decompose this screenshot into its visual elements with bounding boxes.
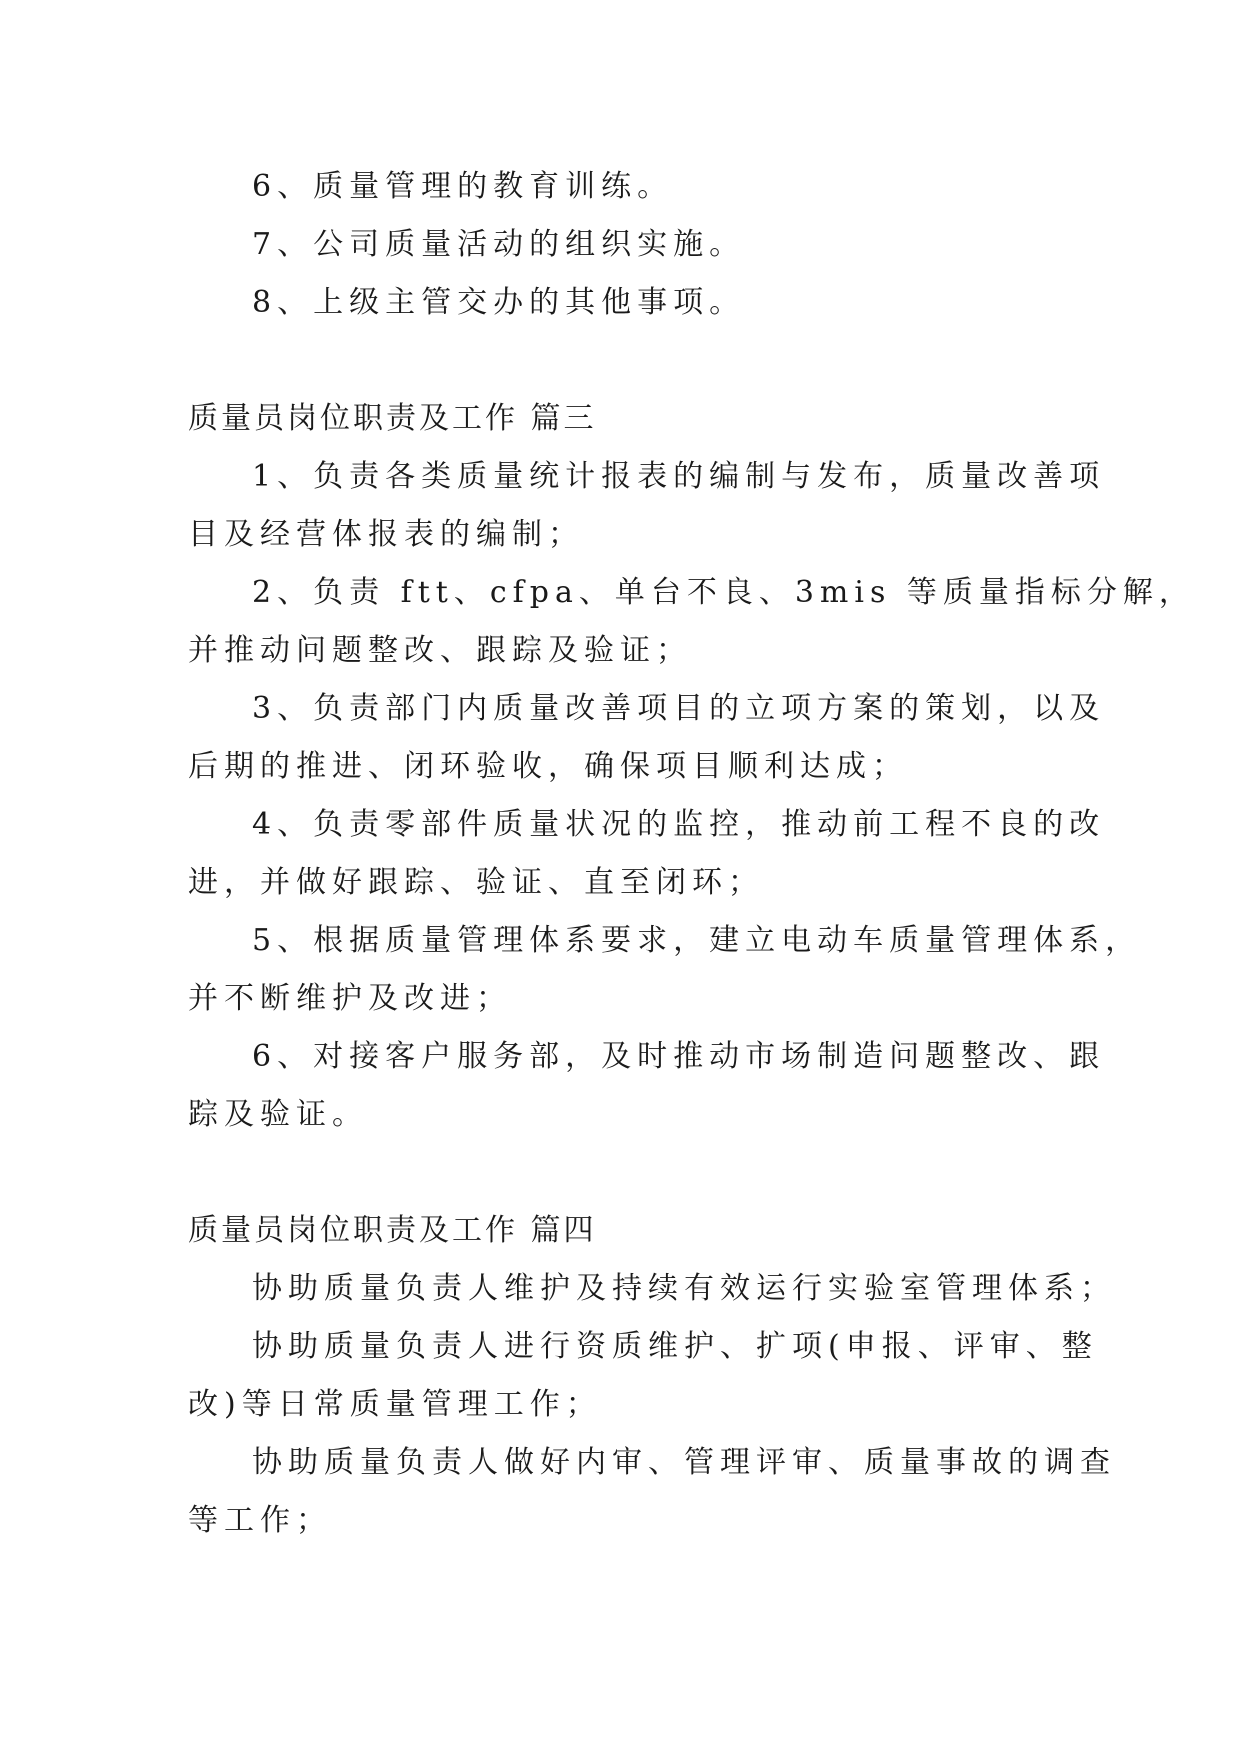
list-item: 4、负责零部件质量状况的监控，推动前工程不良的改 bbox=[252, 807, 1106, 842]
list-item-continuation: 后期的推进、闭环验收，确保项目顺利达成； bbox=[188, 749, 908, 784]
list-item-continuation: 进，并做好跟踪、验证、直至闭环； bbox=[188, 865, 764, 900]
list-item: 1、负责各类质量统计报表的编制与发布，质量改善项 bbox=[252, 459, 1106, 494]
list-item: 8、上级主管交办的其他事项。 bbox=[252, 285, 746, 320]
list-item-continuation: 目及经营体报表的编制； bbox=[188, 517, 584, 552]
section-spacer bbox=[188, 332, 1054, 390]
list-item: 2、负责 ftt、cfpa、单台不良、3mis 等质量指标分解， bbox=[252, 575, 1195, 610]
list-item-continuation: 并不断维护及改进； bbox=[188, 981, 512, 1016]
list-item: 协助质量负责人做好内审、管理评审、质量事故的调查 bbox=[252, 1445, 1116, 1480]
list-item: 5、根据质量管理体系要求，建立电动车质量管理体系， bbox=[252, 923, 1142, 958]
list-item: 6、质量管理的教育训练。 bbox=[252, 169, 674, 204]
list-item: 协助质量负责人进行资质维护、扩项(申报、评审、整 bbox=[252, 1329, 1098, 1364]
list-item-continuation: 踪及验证。 bbox=[188, 1097, 368, 1132]
section-spacer bbox=[188, 1144, 1054, 1202]
list-item: 6、对接客户服务部，及时推动市场制造问题整改、跟 bbox=[252, 1039, 1106, 1074]
section-four-heading: 质量员岗位职责及工作 篇四 bbox=[188, 1213, 597, 1248]
list-item-continuation: 改)等日常质量管理工作； bbox=[188, 1387, 602, 1422]
section-three-heading: 质量员岗位职责及工作 篇三 bbox=[188, 401, 597, 436]
list-item: 3、负责部门内质量改善项目的立项方案的策划，以及 bbox=[252, 691, 1106, 726]
list-item: 协助质量负责人维护及持续有效运行实验室管理体系； bbox=[252, 1271, 1116, 1306]
list-item: 7、公司质量活动的组织实施。 bbox=[252, 227, 746, 262]
list-item-continuation: 等工作； bbox=[188, 1503, 332, 1538]
list-item-continuation: 并推动问题整改、跟踪及验证； bbox=[188, 633, 692, 668]
document-body bbox=[188, 158, 1195, 1550]
